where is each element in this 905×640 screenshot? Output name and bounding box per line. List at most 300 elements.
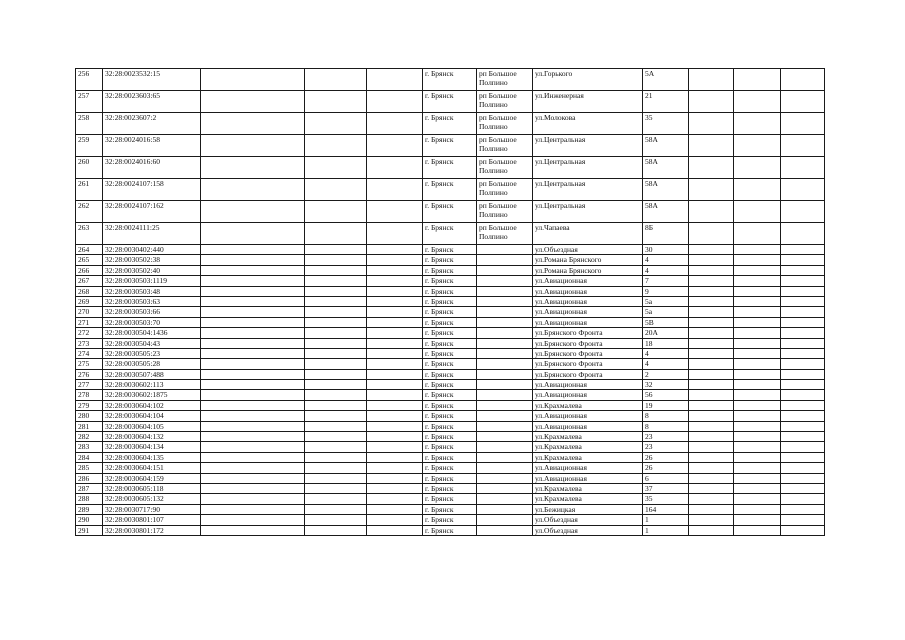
city: г. Брянск	[423, 245, 477, 255]
city: г. Брянск	[423, 504, 477, 514]
empty-cell	[201, 442, 305, 452]
empty-cell	[689, 135, 734, 157]
empty-cell	[689, 473, 734, 483]
settlement: рп Большое Полпино	[477, 157, 533, 179]
empty-cell	[734, 359, 781, 369]
empty-cell	[781, 515, 825, 525]
cadastral-number: 32:28:0030504:1436	[103, 328, 201, 338]
settlement	[477, 515, 533, 525]
empty-cell	[781, 442, 825, 452]
house-number: 19	[643, 400, 689, 410]
cadastral-number: 32:28:0030504:43	[103, 338, 201, 348]
empty-cell	[201, 179, 305, 201]
empty-cell	[781, 483, 825, 493]
row-number: 264	[76, 245, 103, 255]
street: ул.Горького	[533, 69, 643, 91]
empty-cell	[367, 157, 423, 179]
settlement	[477, 255, 533, 265]
settlement: рп Большое Полпино	[477, 113, 533, 135]
street: ул.Авиационная	[533, 463, 643, 473]
city: г. Брянск	[423, 296, 477, 306]
cadastral-number: 32:28:0024111:25	[103, 223, 201, 245]
city: г. Брянск	[423, 359, 477, 369]
empty-cell	[201, 135, 305, 157]
empty-cell	[201, 432, 305, 442]
empty-cell	[734, 432, 781, 442]
street: ул.Авиационная	[533, 421, 643, 431]
house-number: 7	[643, 276, 689, 286]
cadastral-number: 32:28:0030602:1875	[103, 390, 201, 400]
table-row	[76, 286, 825, 296]
empty-cell	[367, 442, 423, 452]
cadastral-number: 32:28:0030604:104	[103, 411, 201, 421]
cadastral-number: 32:28:0030604:134	[103, 442, 201, 452]
table-row	[76, 411, 825, 421]
empty-cell	[367, 494, 423, 504]
city: г. Брянск	[423, 400, 477, 410]
house-number: 5а	[643, 296, 689, 306]
row-number: 286	[76, 473, 103, 483]
street: ул.Бежицкая	[533, 504, 643, 514]
empty-cell	[201, 348, 305, 358]
row-number: 256	[76, 69, 103, 91]
street: ул.Авиационная	[533, 307, 643, 317]
empty-cell	[734, 463, 781, 473]
table-row	[76, 201, 825, 223]
cadastral-number: 32:28:0030503:63	[103, 296, 201, 306]
empty-cell	[201, 69, 305, 91]
empty-cell	[734, 483, 781, 493]
empty-cell	[201, 494, 305, 504]
empty-cell	[201, 400, 305, 410]
empty-cell	[305, 359, 367, 369]
empty-cell	[367, 113, 423, 135]
empty-cell	[734, 265, 781, 275]
empty-cell	[367, 69, 423, 91]
empty-cell	[734, 421, 781, 431]
empty-cell	[201, 421, 305, 431]
city: г. Брянск	[423, 390, 477, 400]
settlement	[477, 276, 533, 286]
row-number: 287	[76, 483, 103, 493]
empty-cell	[367, 452, 423, 462]
table-row	[76, 400, 825, 410]
table-row	[76, 463, 825, 473]
empty-cell	[305, 442, 367, 452]
empty-cell	[367, 91, 423, 113]
empty-cell	[305, 400, 367, 410]
cadastral-number: 32:28:0030602:113	[103, 380, 201, 390]
settlement	[477, 442, 533, 452]
street: ул.Брянского Фронта	[533, 369, 643, 379]
empty-cell	[305, 369, 367, 379]
empty-cell	[201, 91, 305, 113]
street: ул.Авиационная	[533, 276, 643, 286]
city: г. Брянск	[423, 179, 477, 201]
city: г. Брянск	[423, 157, 477, 179]
empty-cell	[734, 201, 781, 223]
city: г. Брянск	[423, 328, 477, 338]
empty-cell	[781, 113, 825, 135]
row-number: 263	[76, 223, 103, 245]
street: ул.Объездная	[533, 245, 643, 255]
street: ул.Центральная	[533, 135, 643, 157]
street: ул.Романа Брянского	[533, 265, 643, 275]
empty-cell	[367, 276, 423, 286]
empty-cell	[689, 276, 734, 286]
city: г. Брянск	[423, 91, 477, 113]
empty-cell	[305, 463, 367, 473]
empty-cell	[201, 483, 305, 493]
house-number: 32	[643, 380, 689, 390]
empty-cell	[305, 473, 367, 483]
city: г. Брянск	[423, 286, 477, 296]
house-number: 9	[643, 286, 689, 296]
empty-cell	[201, 452, 305, 462]
house-number: 21	[643, 91, 689, 113]
table-row	[76, 525, 825, 535]
empty-cell	[367, 328, 423, 338]
empty-cell	[367, 369, 423, 379]
empty-cell	[734, 380, 781, 390]
empty-cell	[367, 473, 423, 483]
empty-cell	[367, 432, 423, 442]
street: ул.Крахмалева	[533, 494, 643, 504]
empty-cell	[689, 432, 734, 442]
table-row	[76, 338, 825, 348]
empty-cell	[201, 473, 305, 483]
settlement	[477, 286, 533, 296]
empty-cell	[689, 157, 734, 179]
cadastral-number: 32:28:0024107:158	[103, 179, 201, 201]
empty-cell	[305, 223, 367, 245]
empty-cell	[781, 255, 825, 265]
street: ул.Крахмалева	[533, 400, 643, 410]
empty-cell	[781, 400, 825, 410]
cadastral-number: 32:28:0023607:2	[103, 113, 201, 135]
empty-cell	[781, 432, 825, 442]
house-number: 5А	[643, 69, 689, 91]
empty-cell	[781, 157, 825, 179]
city: г. Брянск	[423, 113, 477, 135]
street: ул.Брянского Фронта	[533, 328, 643, 338]
registry-table	[75, 68, 825, 536]
table-row	[76, 157, 825, 179]
house-number: 58А	[643, 201, 689, 223]
empty-cell	[201, 515, 305, 525]
settlement	[477, 525, 533, 535]
house-number: 26	[643, 452, 689, 462]
house-number: 2	[643, 369, 689, 379]
settlement	[477, 307, 533, 317]
empty-cell	[367, 463, 423, 473]
street: ул.Брянского Фронта	[533, 348, 643, 358]
empty-cell	[201, 504, 305, 514]
empty-cell	[367, 411, 423, 421]
street: ул.Центральная	[533, 179, 643, 201]
empty-cell	[367, 179, 423, 201]
empty-cell	[689, 400, 734, 410]
city: г. Брянск	[423, 338, 477, 348]
settlement	[477, 463, 533, 473]
settlement	[477, 432, 533, 442]
empty-cell	[305, 201, 367, 223]
empty-cell	[689, 201, 734, 223]
cadastral-number: 32:28:0030505:28	[103, 359, 201, 369]
empty-cell	[689, 494, 734, 504]
empty-cell	[367, 504, 423, 514]
empty-cell	[689, 504, 734, 514]
empty-cell	[781, 296, 825, 306]
empty-cell	[201, 255, 305, 265]
empty-cell	[781, 328, 825, 338]
empty-cell	[689, 525, 734, 535]
empty-cell	[201, 359, 305, 369]
empty-cell	[201, 307, 305, 317]
city: г. Брянск	[423, 201, 477, 223]
empty-cell	[305, 113, 367, 135]
empty-cell	[201, 369, 305, 379]
empty-cell	[305, 452, 367, 462]
empty-cell	[734, 135, 781, 157]
row-number: 282	[76, 432, 103, 442]
house-number: 37	[643, 483, 689, 493]
empty-cell	[734, 328, 781, 338]
city: г. Брянск	[423, 265, 477, 275]
cadastral-number: 32:28:0023603:65	[103, 91, 201, 113]
row-number: 289	[76, 504, 103, 514]
table-row	[76, 369, 825, 379]
city: г. Брянск	[423, 515, 477, 525]
empty-cell	[689, 317, 734, 327]
settlement: рп Большое Полпино	[477, 201, 533, 223]
empty-cell	[367, 338, 423, 348]
settlement: рп Большое Полпино	[477, 179, 533, 201]
empty-cell	[367, 483, 423, 493]
settlement	[477, 494, 533, 504]
house-number: 5В	[643, 317, 689, 327]
street: ул.Молокова	[533, 113, 643, 135]
table-row	[76, 276, 825, 286]
cadastral-number: 32:28:0030503:48	[103, 286, 201, 296]
empty-cell	[734, 452, 781, 462]
empty-cell	[201, 286, 305, 296]
settlement	[477, 483, 533, 493]
street: ул.Авиационная	[533, 411, 643, 421]
empty-cell	[201, 296, 305, 306]
cadastral-number: 32:28:0030505:23	[103, 348, 201, 358]
city: г. Брянск	[423, 525, 477, 535]
street: ул.Авиационная	[533, 473, 643, 483]
table-row	[76, 380, 825, 390]
cadastral-number: 32:28:0030604:105	[103, 421, 201, 431]
empty-cell	[689, 463, 734, 473]
empty-cell	[201, 223, 305, 245]
street: ул.Центральная	[533, 201, 643, 223]
table-row	[76, 504, 825, 514]
house-number: 18	[643, 338, 689, 348]
empty-cell	[734, 525, 781, 535]
empty-cell	[689, 296, 734, 306]
table-row	[76, 245, 825, 255]
house-number: 8	[643, 421, 689, 431]
table-row	[76, 483, 825, 493]
row-number: 274	[76, 348, 103, 358]
cadastral-number: 32:28:0030507:488	[103, 369, 201, 379]
empty-cell	[305, 390, 367, 400]
empty-cell	[305, 245, 367, 255]
settlement	[477, 348, 533, 358]
empty-cell	[367, 255, 423, 265]
city: г. Брянск	[423, 483, 477, 493]
table-row	[76, 515, 825, 525]
cadastral-number: 32:28:0030717:90	[103, 504, 201, 514]
empty-cell	[734, 369, 781, 379]
empty-cell	[734, 317, 781, 327]
street: ул.Чапаева	[533, 223, 643, 245]
empty-cell	[689, 515, 734, 525]
table-row	[76, 296, 825, 306]
settlement	[477, 390, 533, 400]
cadastral-number: 32:28:0030502:38	[103, 255, 201, 265]
house-number: 26	[643, 463, 689, 473]
empty-cell	[689, 421, 734, 431]
empty-cell	[305, 380, 367, 390]
empty-cell	[781, 411, 825, 421]
row-number: 284	[76, 452, 103, 462]
empty-cell	[734, 113, 781, 135]
table-body	[76, 69, 825, 536]
empty-cell	[367, 421, 423, 431]
table-row	[76, 255, 825, 265]
empty-cell	[305, 265, 367, 275]
city: г. Брянск	[423, 494, 477, 504]
empty-cell	[305, 483, 367, 493]
empty-cell	[781, 380, 825, 390]
cadastral-number: 32:28:0030801:172	[103, 525, 201, 535]
city: г. Брянск	[423, 255, 477, 265]
table-row	[76, 494, 825, 504]
empty-cell	[305, 338, 367, 348]
table-row	[76, 348, 825, 358]
house-number: 4	[643, 255, 689, 265]
city: г. Брянск	[423, 442, 477, 452]
empty-cell	[305, 328, 367, 338]
empty-cell	[781, 135, 825, 157]
empty-cell	[367, 359, 423, 369]
table-row	[76, 223, 825, 245]
row-number: 269	[76, 296, 103, 306]
empty-cell	[201, 201, 305, 223]
empty-cell	[689, 369, 734, 379]
empty-cell	[305, 91, 367, 113]
house-number: 23	[643, 442, 689, 452]
empty-cell	[734, 286, 781, 296]
table-row	[76, 390, 825, 400]
empty-cell	[367, 201, 423, 223]
empty-cell	[305, 432, 367, 442]
empty-cell	[781, 276, 825, 286]
empty-cell	[734, 515, 781, 525]
empty-cell	[305, 525, 367, 535]
street: ул.Крахмалева	[533, 432, 643, 442]
empty-cell	[689, 113, 734, 135]
empty-cell	[734, 473, 781, 483]
empty-cell	[734, 245, 781, 255]
row-number: 280	[76, 411, 103, 421]
empty-cell	[734, 348, 781, 358]
street: ул.Авиационная	[533, 380, 643, 390]
row-number: 273	[76, 338, 103, 348]
empty-cell	[781, 348, 825, 358]
empty-cell	[781, 338, 825, 348]
empty-cell	[305, 69, 367, 91]
cadastral-number: 32:28:0030402:440	[103, 245, 201, 255]
house-number: 4	[643, 348, 689, 358]
empty-cell	[781, 463, 825, 473]
empty-cell	[689, 442, 734, 452]
empty-cell	[734, 442, 781, 452]
settlement	[477, 328, 533, 338]
street: ул.Объездная	[533, 525, 643, 535]
empty-cell	[305, 276, 367, 286]
empty-cell	[367, 515, 423, 525]
empty-cell	[734, 69, 781, 91]
cadastral-number: 32:28:0030604:159	[103, 473, 201, 483]
empty-cell	[781, 369, 825, 379]
cadastral-number: 32:28:0024016:58	[103, 135, 201, 157]
house-number: 58А	[643, 157, 689, 179]
table-row	[76, 359, 825, 369]
empty-cell	[305, 255, 367, 265]
empty-cell	[367, 400, 423, 410]
table-row	[76, 432, 825, 442]
empty-cell	[367, 223, 423, 245]
empty-cell	[201, 380, 305, 390]
empty-cell	[305, 157, 367, 179]
row-number: 275	[76, 359, 103, 369]
empty-cell	[689, 307, 734, 317]
city: г. Брянск	[423, 369, 477, 379]
empty-cell	[689, 380, 734, 390]
house-number: 20А	[643, 328, 689, 338]
city: г. Брянск	[423, 276, 477, 286]
city: г. Брянск	[423, 473, 477, 483]
empty-cell	[305, 494, 367, 504]
house-number: 35	[643, 494, 689, 504]
cadastral-number: 32:28:0024107:162	[103, 201, 201, 223]
empty-cell	[734, 411, 781, 421]
empty-cell	[689, 359, 734, 369]
empty-cell	[781, 494, 825, 504]
empty-cell	[781, 390, 825, 400]
settlement: рп Большое Полпино	[477, 69, 533, 91]
house-number: 4	[643, 359, 689, 369]
empty-cell	[734, 296, 781, 306]
house-number: 6	[643, 473, 689, 483]
cadastral-number: 32:28:0030605:132	[103, 494, 201, 504]
table-row	[76, 307, 825, 317]
empty-cell	[201, 390, 305, 400]
empty-cell	[734, 179, 781, 201]
empty-cell	[689, 411, 734, 421]
street: ул.Центральная	[533, 157, 643, 179]
table-row	[76, 421, 825, 431]
empty-cell	[734, 157, 781, 179]
settlement	[477, 411, 533, 421]
empty-cell	[367, 348, 423, 358]
empty-cell	[305, 307, 367, 317]
